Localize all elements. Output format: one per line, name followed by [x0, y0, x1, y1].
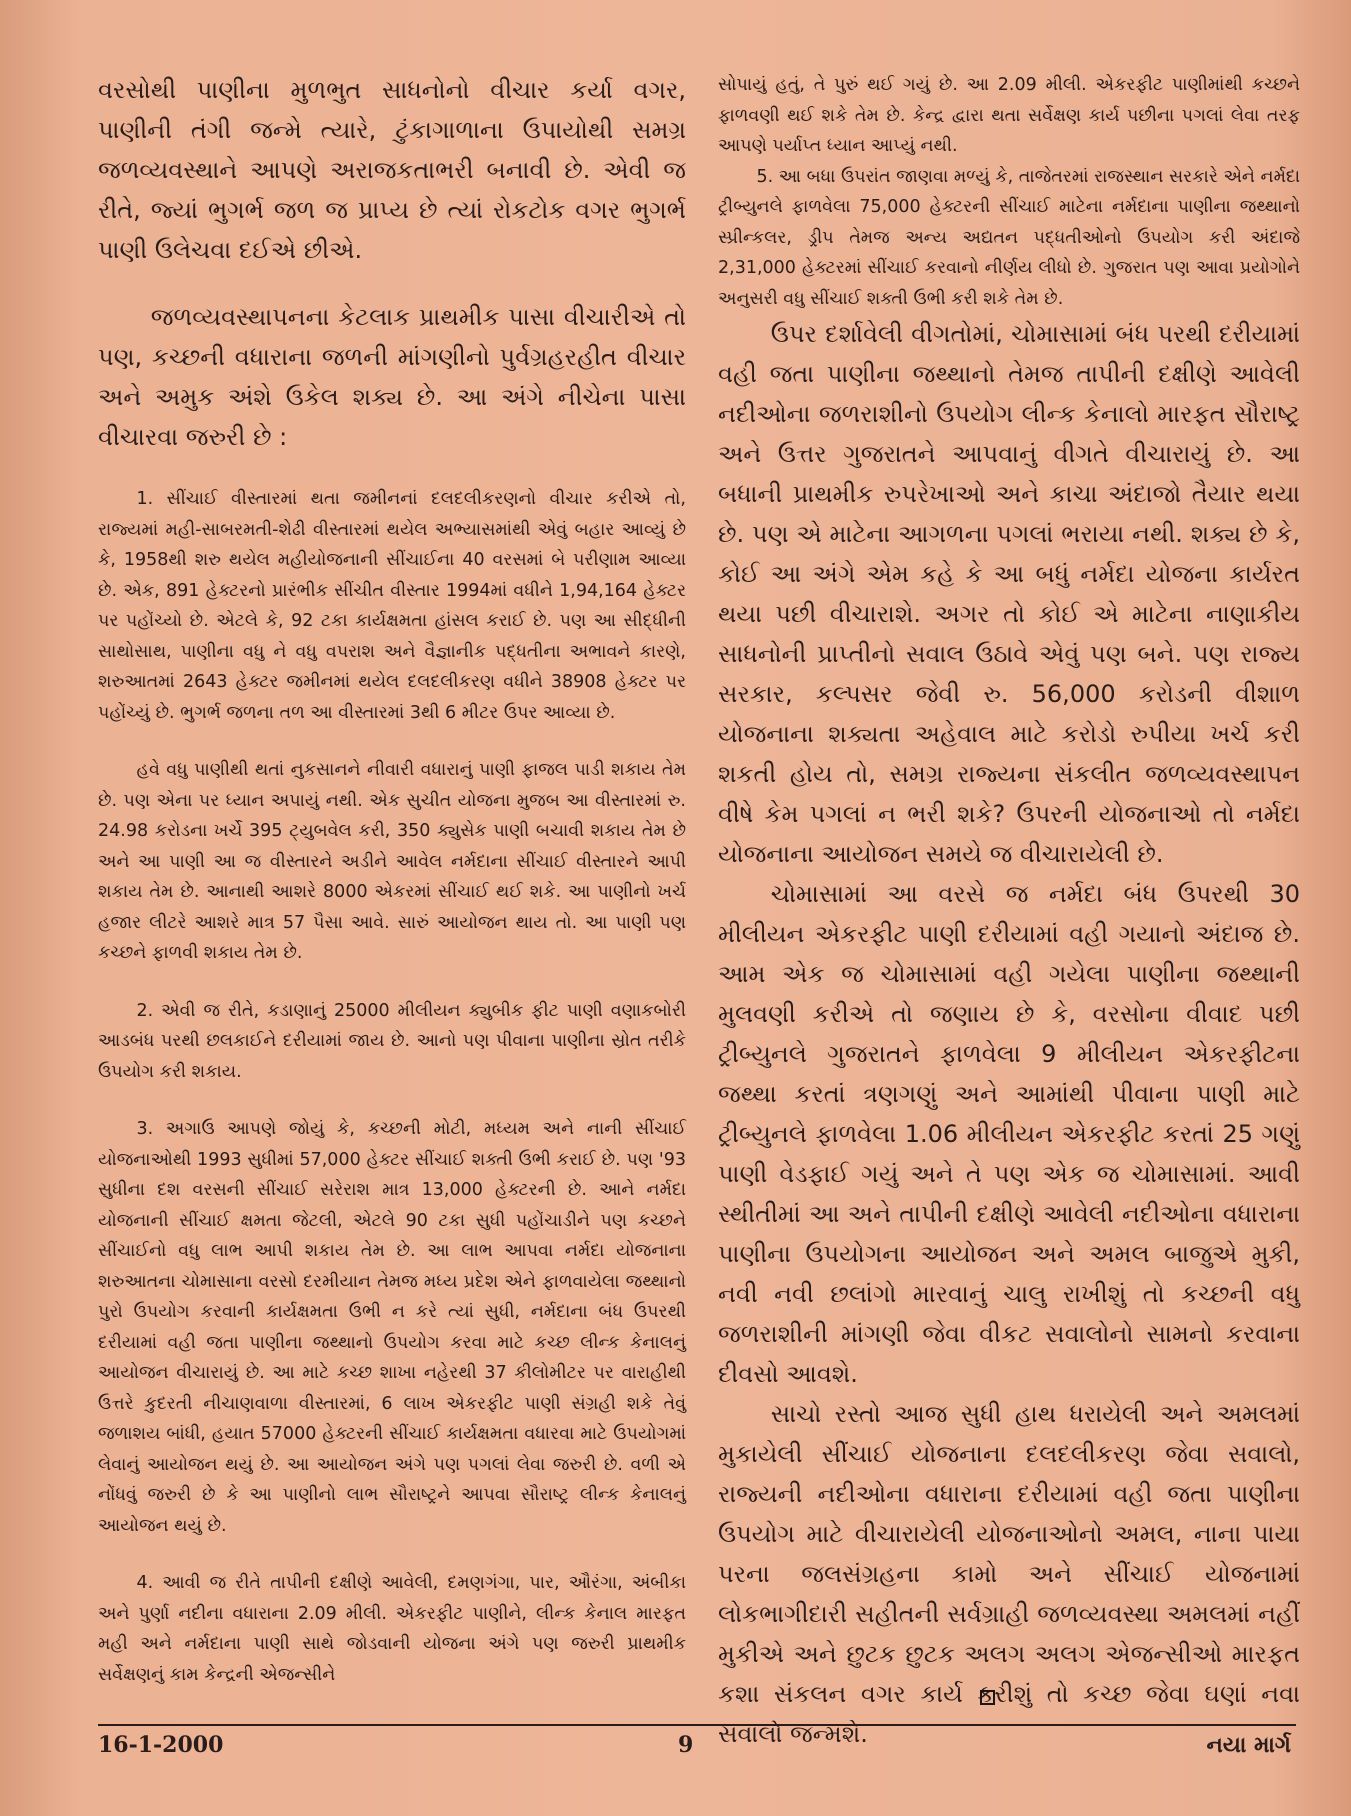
- water-management-paragraph: જળવ્યવસ્થાપનના કેટલાક પ્રાથમીક પાસા વીચારીએ તો પણ, કચ્છની વધારાના જળની માંગણીનો પુર્વગ્રહરહીત વીચાર અને અમુક અંશે ઉકેલ શક્ય છે. આ અંગે નીચેના પાસા વીચારવા જરુરી છે :: [98, 303, 686, 451]
- footer-date: 16-1-2000: [98, 1732, 224, 1758]
- point-4-continued-paragraph: સોપાયું હતું, તે પુરું થઈ ગયું છે. આ 2.09 મીલી. એકરફીટ પાણીમાંથી કચ્છને ફાળવણી થઈ શકે તેમ છે. કેન્દ્ર દ્વારા થતા સર્વેક્ષણ કાર્ય પછીના પગલાં લેવા તરફ આપણે પર્યાપ્ત ધ્યાન આપ્યું નથી.: [718, 75, 1300, 156]
- left-column: [98, 70, 686, 1690]
- end-of-article-square-icon: [980, 1690, 995, 1705]
- point-3-paragraph: 3. અગાઉ આપણે જોયું કે, કચ્છની મોટી, મધ્યમ અને નાની સીંચાઈ યોજનાઓથી 1993 સુધીમાં 57,000 હેક્ટર સીંચાઈ શક્તી ઉભી કરાઈ છે. પણ '93 સુધીના દશ વરસની સીંચાઈ સરેરાશ માત્ર 13,000 હેક્ટરની છે. આને નર્મદા યોજનાની સીંચાઈ ક્ષમતા જેટલી, એટલે 90 ટકા સુધી પહોંચાડીને પણ કચ્છને સીંચાઈનો વધુ લાભ આપી શકાય તેમ છે. આ લાભ આપવા નર્મદા યોજનાના શરુઆતના ચોમાસાના વરસો દરમીયાન તેમજ મધ્ય પ્રદેશ એને ફાળવાયેલા જથ્થાનો પુરો ઉપયોગ કરવાની કાર્યક્ષમતા ઉભી ન કરે ત્યાં સુધી, નર્મદાના બંધ ઉપરથી દરીયામાં વહી જતા પાણીના જથ્થાનો ઉપયોગ કરવા માટે કચ્છ લીન્ક કેનાલનું આયોજન વીચારાયું છે. આ માટે કચ્છ શાખા નહેરથી 37 કીલોમીટર પર વારાહીથી ઉત્તરે કુદરતી નીચાણવાળા વીસ્તારમાં, 6 લાખ એકરફીટ પાણી સંગ્રહી શકે તેવું જળાશય બાંધી, હયાત 57000 હેક્ટરની સીંચાઈ કાર્યક્ષમતા વધારવા માટે ઉપયોગમાં લેવાનું આયોજન થયું છે. આ આયોજન અંગે પણ પગલાં લેવા જરુરી છે. વળી એ નોંધવું જરુરી છે કે આ પાણીનો લાભ સૌરાષ્ટ્રને આપવા સૌરાષ્ટ્ર લીન્ક કેનાલનું આયોજન થયું છે.: [98, 1119, 686, 1536]
- conclusion-paragraph: સાચો રસ્તો આજ સુધી હાથ ધરાયેલી અને અમલમાં મુકાયેલી સીંચાઈ યોજનાના દલદલીકરણ જેવા સવાલો, રાજ્યની નદીઓના વધારાના દરીયામાં વહી જતા પાણીના ઉપયોગ માટે વીચારાયેલી યોજનાઓનો અમલ, નાના પાયા પરના જલસંગ્રહના કામો અને સીંચાઈ યોજનામાં લોકભાગીદારી સહીતની સર્વગ્રાહી જળવ્યવસ્થા અમલમાં નહીં મુકીએ અને છુટક છુટક અલગ અલગ એજન્સીઓ મારફત કશા સંકલન વગર કાર્ય કરીશું તો કચ્છ જેવા ઘણાં નવા સવાલો જન્મશે.: [718, 1400, 1300, 1748]
- footer-page-number: 9: [678, 1732, 694, 1758]
- point-2-paragraph: 2. એવી જ રીતે, કડાણાનું 25000 મીલીયન ક્યુબીક ફીટ પાણી વણાકબોરી આડબંધ પરથી છલકાઈને દરીયામાં જાય છે. આનો પણ પીવાના પાણીના સ્રોત તરીકે ઉપયોગ કરી શકાય.: [98, 1000, 686, 1082]
- surplus-water-paragraph: હવે વધુ પાણીથી થતાં નુકસાનને નીવારી વધારાનું પાણી ફાજલ પાડી શકાય તેમ છે. પણ એના પર ધ્યાન અપાયું નથી. એક સુચીત યોજના મુજબ આ વીસ્તારમાં રુ. 24.98 કરોડના ખર્ચે 395 ટ્યુબવેલ કરી, 350 ક્યુસેક પાણી બચાવી શકાય તેમ છે અને આ પાણી આ જ વીસ્તારને અડીને આવેલ નર્મદાના સીંચાઈ વીસ્તારને આપી શકાય તેમ છે. આનાથી આશરે 8000 એકરમાં સીંચાઈ થઈ શકે. આ પાણીનો ખર્ચ હજાર લીટરે આશરે માત્ર 57 પૈસા આવે. સારું આયોજન થાય તો. આ પાણી પણ કચ્છને ફાળવી શકાય તેમ છે.: [98, 760, 686, 963]
- monsoon-paragraph: ચોમાસામાં આ વરસે જ નર્મદા બંધ ઉપરથી 30 મીલીયન એકરફીટ પાણી દરીયામાં વહી ગયાનો અંદાજ છે. આમ એક જ ચોમાસામાં વહી ગયેલા પાણીના જથ્થાની મુલવણી કરીએ તો જણાય છે કે, વરસોના વીવાદ પછી ટ્રીબ્યુનલે ગુજરાતને ફાળવેલા 9 મીલીયન એકરફીટના જથ્થા કરતાં ત્રણગણું અને આમાંથી પીવાના પાણી માટે ટ્રીબ્યુનલે ફાળવેલા 1.06 મીલીયન એકરફીટ કરતાં 25 ગણું પાણી વેડફાઈ ગયું અને તે પણ એક જ ચોમાસામાં. આવી સ્થીતીમાં આ અને તાપીની દક્ષીણે આવેલી નદીઓના વધારાના પાણીના ઉપયોગના આયોજન અને અમલ બાજુએ મુકી, નવી નવી છલાંગો મારવાનું ચાલુ રાખીશું તો કચ્છની વધુ જળરાશીની માંગણી જેવા વીકટ સવાલોનો સામનો કરવાના દીવસો આવશે.: [718, 880, 1300, 1388]
- point-5-paragraph: 5. આ બધા ઉપરાંત જાણવા મળ્યું કે, તાજેતરમાં રાજસ્થાન સરકારે એને નર્મદા ટ્રીબ્યુનલે ફાળવેલા 75,000 હેક્ટરની સીંચાઈ માટેના નર્મદાના પાણીના જથ્થાનો સ્પ્રીન્કલર, ડ્રીપ તેમજ અન્ય અદ્યતન પદ્ધતીઓનો ઉપયોગ કરી અંદાજે 2,31,000 હેક્ટરમાં સીંચાઈ કરવાનો નીર્ણય લીધો છે. ગુજરાત પણ આવા પ્રયોગોને અનુસરી વધુ સીંચાઈ શક્તી ઉભી કરી શકે તેમ છે.: [718, 166, 1300, 309]
- footer-magazine-name: નયા માર્ગ: [1206, 1732, 1291, 1758]
- intro-paragraph: વરસોથી પાણીના મુળભુત સાધનોનો વીચાર કર્યા વગર, પાણીની તંગી જન્મે ત્યારે, ટુંકાગાળાના ઉપાયોથી સમગ્ર જળવ્યવસ્થાને આપણે અરાજકતાભરી બનાવી છે. એવી જ રીતે, જ્યાં ભુગર્ભ જળ જ પ્રાપ્ય છે ત્યાં રોકટોક વગર ભુગર્ભ પાણી ઉલેચવા દઈએ છીએ.: [98, 76, 686, 264]
- point-1-paragraph: 1. સીંચાઈ વીસ્તારમાં થતા જમીનનાં દલદલીકરણનો વીચાર કરીએ તો, રાજ્યમાં મહી-સાબરમતી-શેઢી વીસ્તારમાં થયેલ અભ્યાસમાંથી એવું બહાર આવ્યું છે કે, 1958થી શરુ થયેલ મહીયોજનાની સીંચાઈના 40 વરસમાં બે પરીણામ આવ્યા છે. એક, 891 હેક્ટરનો પ્રારંભીક સીંચીત વીસ્તાર 1994માં વધીને 1,94,164 હેક્ટર પર પહોંચ્યો છે. એટલે કે, 92 ટકા કાર્યક્ષમતા હાંસલ કરાઈ છે. પણ આ સીદ્ધીની સાથોસાથ, પાણીના વધુ ને વધુ વપરાશ અને વૈજ્ઞાનીક પદ્ધતીના અભાવને કારણે, શરુઆતમાં 2643 હેક્ટર જમીનમાં થયેલ દલદલીકરણ વધીને 38908 હેક્ટર પર પહોંચ્યું છે. ભુગર્ભ જળના તળ આ વીસ્તારમાં 3થી 6 મીટર ઉપર આવ્યા છે.: [98, 489, 686, 723]
- footer-divider: [98, 1724, 1296, 1726]
- point-4-paragraph: 4. આવી જ રીતે તાપીની દક્ષીણે આવેલી, દમણગંગા, પાર, ઔરંગા, અંબીકા અને પુર્ણા નદીના વધારાના 2.09 મીલી. એકરફીટ પાણીને, લીન્ક કેનાલ મારફત મહી અને નર્મદાના પાણી સાથે જોડવાની યોજના અંગે પણ જરુરી પ્રાથમીક સર્વેક્ષણનું કામ કેન્દ્રની એજન્સીને: [98, 1573, 686, 1685]
- details-paragraph: ઉપર દર્શાવેલી વીગતોમાં, ચોમાસામાં બંધ પરથી દરીયામાં વહી જતા પાણીના જથ્થાનો તેમજ તાપીની દક્ષીણે આવેલી નદીઓના જળરાશીનો ઉપયોગ લીન્ક કેનાલો મારફત સૌરાષ્ટ્ર અને ઉત્તર ગુજરાતને આપવાનું વીગતે વીચારાયું છે. આ બધાની પ્રાથમીક રુપરેખાઓ અને કાચા અંદાજો તૈયાર થયા છે. પણ એ માટેના આગળના પગલાં ભરાયા નથી. શક્ય છે કે, કોઈ આ અંગે એમ કહે કે આ બધું નર્મદા યોજના કાર્યરત થયા પછી વીચારાશે. અગર તો કોઈ એ માટેના નાણાકીય સાધનોની પ્રાપ્તીનો સવાલ ઉઠાવે એવું પણ બને. પણ રાજ્ય સરકાર, કલ્પસર જેવી રુ. 56,000 કરોડની વીશાળ યોજનાના શક્યતા અહેવાલ માટે કરોડો રુપીયા ખર્ચ કરી શકતી હોય તો, સમગ્ર રાજ્યના સંકલીત જળવ્યવસ્થાપન વીષે કેમ પગલાં ન ભરી શકે? ઉપરની યોજનાઓ તો નર્મદા યોજનાના આયોજન સમયે જ વીચારાયેલી છે.: [718, 320, 1300, 868]
